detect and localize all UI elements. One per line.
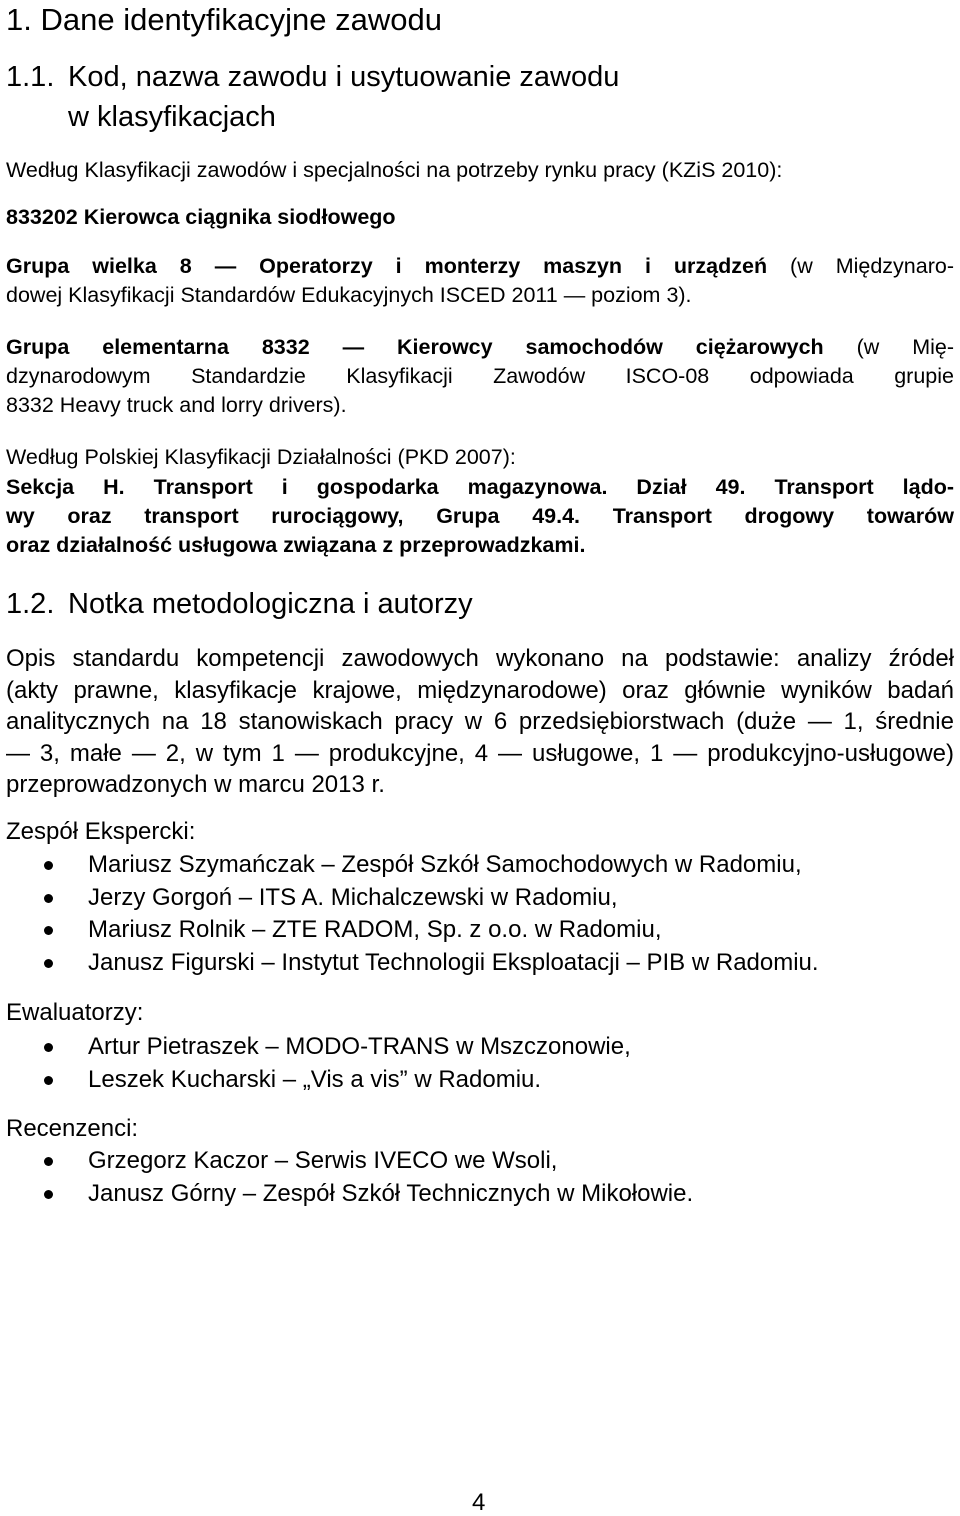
list-item: Janusz Figurski – Instytut Technologii Eksploatacji – PIB w Radomiu. — [6, 947, 819, 980]
reviewers-list — [6, 1145, 693, 1210]
page-number: 4 — [472, 1489, 486, 1516]
subsection-1-title-line1: Kod, nazwa zawodu i usytuowanie zawodu — [68, 61, 620, 93]
kzis-intro: Według Klasyfikacji zawodów i specjalności na potrzeby rynku pracy (KZiS 2010): — [6, 158, 783, 182]
group-unit-line2: dzynarodowym Standardzie Klasyfikacji Zawodów ISCO-08 odpowiada grupie — [6, 364, 954, 388]
subsection-1-number: 1.1. — [6, 61, 55, 93]
section-heading: 1. Dane identyfikacyjne zawodu — [6, 2, 442, 37]
bullet-icon — [44, 861, 53, 870]
experts-list — [6, 849, 819, 979]
pkd-intro: Według Polskiej Klasyfikacji Działalności (PKD 2007): — [6, 445, 516, 469]
subsection-2-title: Notka metodologiczna i autorzy — [68, 588, 473, 620]
methodology-line: Opis standardu kompetencji zawodowych wykonano na podstawie: analizy źródeł — [6, 645, 954, 672]
experts-label: Zespół Ekspercki: — [6, 818, 196, 845]
list-item: Janusz Górny – Zespół Szkół Technicznych w Mikołowie. — [6, 1178, 693, 1211]
group-unit-paragraph — [6, 333, 954, 420]
bullet-icon — [44, 959, 53, 968]
bullet-icon — [44, 1076, 53, 1085]
subsection-1-heading — [6, 58, 619, 96]
bullet-icon — [44, 1157, 53, 1166]
evaluators-list — [6, 1031, 631, 1096]
methodology-description — [6, 643, 954, 801]
subsection-1-title-line2: w klasyfikacjach — [68, 101, 276, 133]
list-item: Grzegorz Kaczor – Serwis IVECO we Wsoli, — [6, 1145, 693, 1178]
subsection-1-heading-cont — [6, 98, 276, 136]
reviewers-label: Recenzenci: — [6, 1115, 139, 1142]
subsection-2-heading — [6, 585, 473, 623]
list-item: Mariusz Rolnik – ZTE RADOM, Sp. z o.o. w Radomiu, — [6, 914, 819, 947]
methodology-line: (akty prawne, klasyfikacje krajowe, międzynarodowe) oraz głównie wyników badań — [6, 676, 954, 704]
occupation-code-name: 833202 Kierowca ciągnika siodłowego — [6, 205, 396, 229]
group-major-paragraph — [6, 252, 954, 310]
evaluators-label: Ewaluatorzy: — [6, 999, 144, 1026]
group-unit-line3: 8332 Heavy truck and lorry drivers). — [6, 393, 347, 417]
pkd-line3: oraz działalność usługowa związana z przeprowadzkami. — [6, 533, 586, 557]
methodology-line: przeprowadzonych w marcu 2013 r. — [6, 771, 385, 798]
methodology-line: — 3, małe — 2, w tym 1 — produkcyjne, 4 — usługowe, 1 — produkcyjno-usługowe) — [6, 739, 954, 767]
bullet-icon — [44, 894, 53, 903]
list-item: Leszek Kucharski – „Vis a vis” w Radomiu. — [6, 1064, 631, 1097]
subsection-2-number: 1.2. — [6, 588, 55, 620]
group-major-line2: dowej Klasyfikacji Standardów Edukacyjnych ISCED 2011 — poziom 3). — [6, 283, 692, 307]
bullet-icon — [44, 1190, 53, 1199]
methodology-line: analitycznych na 18 stanowiskach pracy w 6 przedsiębiorstwach (duże — 1, średnie — [6, 708, 954, 735]
list-item: Jerzy Gorgoń – ITS A. Michalczewski w Radomiu, — [6, 882, 819, 915]
bullet-icon — [44, 926, 53, 935]
pkd-classification — [6, 473, 954, 560]
pkd-line2: wy oraz transport rurociągowy, Grupa 49.4. Transport drogowy towarów — [6, 504, 954, 528]
list-item: Mariusz Szymańczak – Zespół Szkół Samochodowych w Radomiu, — [6, 849, 819, 882]
list-item: Artur Pietraszek – MODO-TRANS w Mszczonowie, — [6, 1031, 631, 1064]
group-major-line1: Grupa wielka 8 — Operatorzy i monterzy maszyn i urządzeń (w Międzynaro- — [6, 254, 954, 278]
bullet-icon — [44, 1043, 53, 1052]
group-unit-line1: Grupa elementarna 8332 — Kierowcy samochodów ciężarowych (w Mię- — [6, 335, 954, 359]
pkd-line1: Sekcja H. Transport i gospodarka magazynowa. Dział 49. Transport lądo- — [6, 475, 954, 499]
